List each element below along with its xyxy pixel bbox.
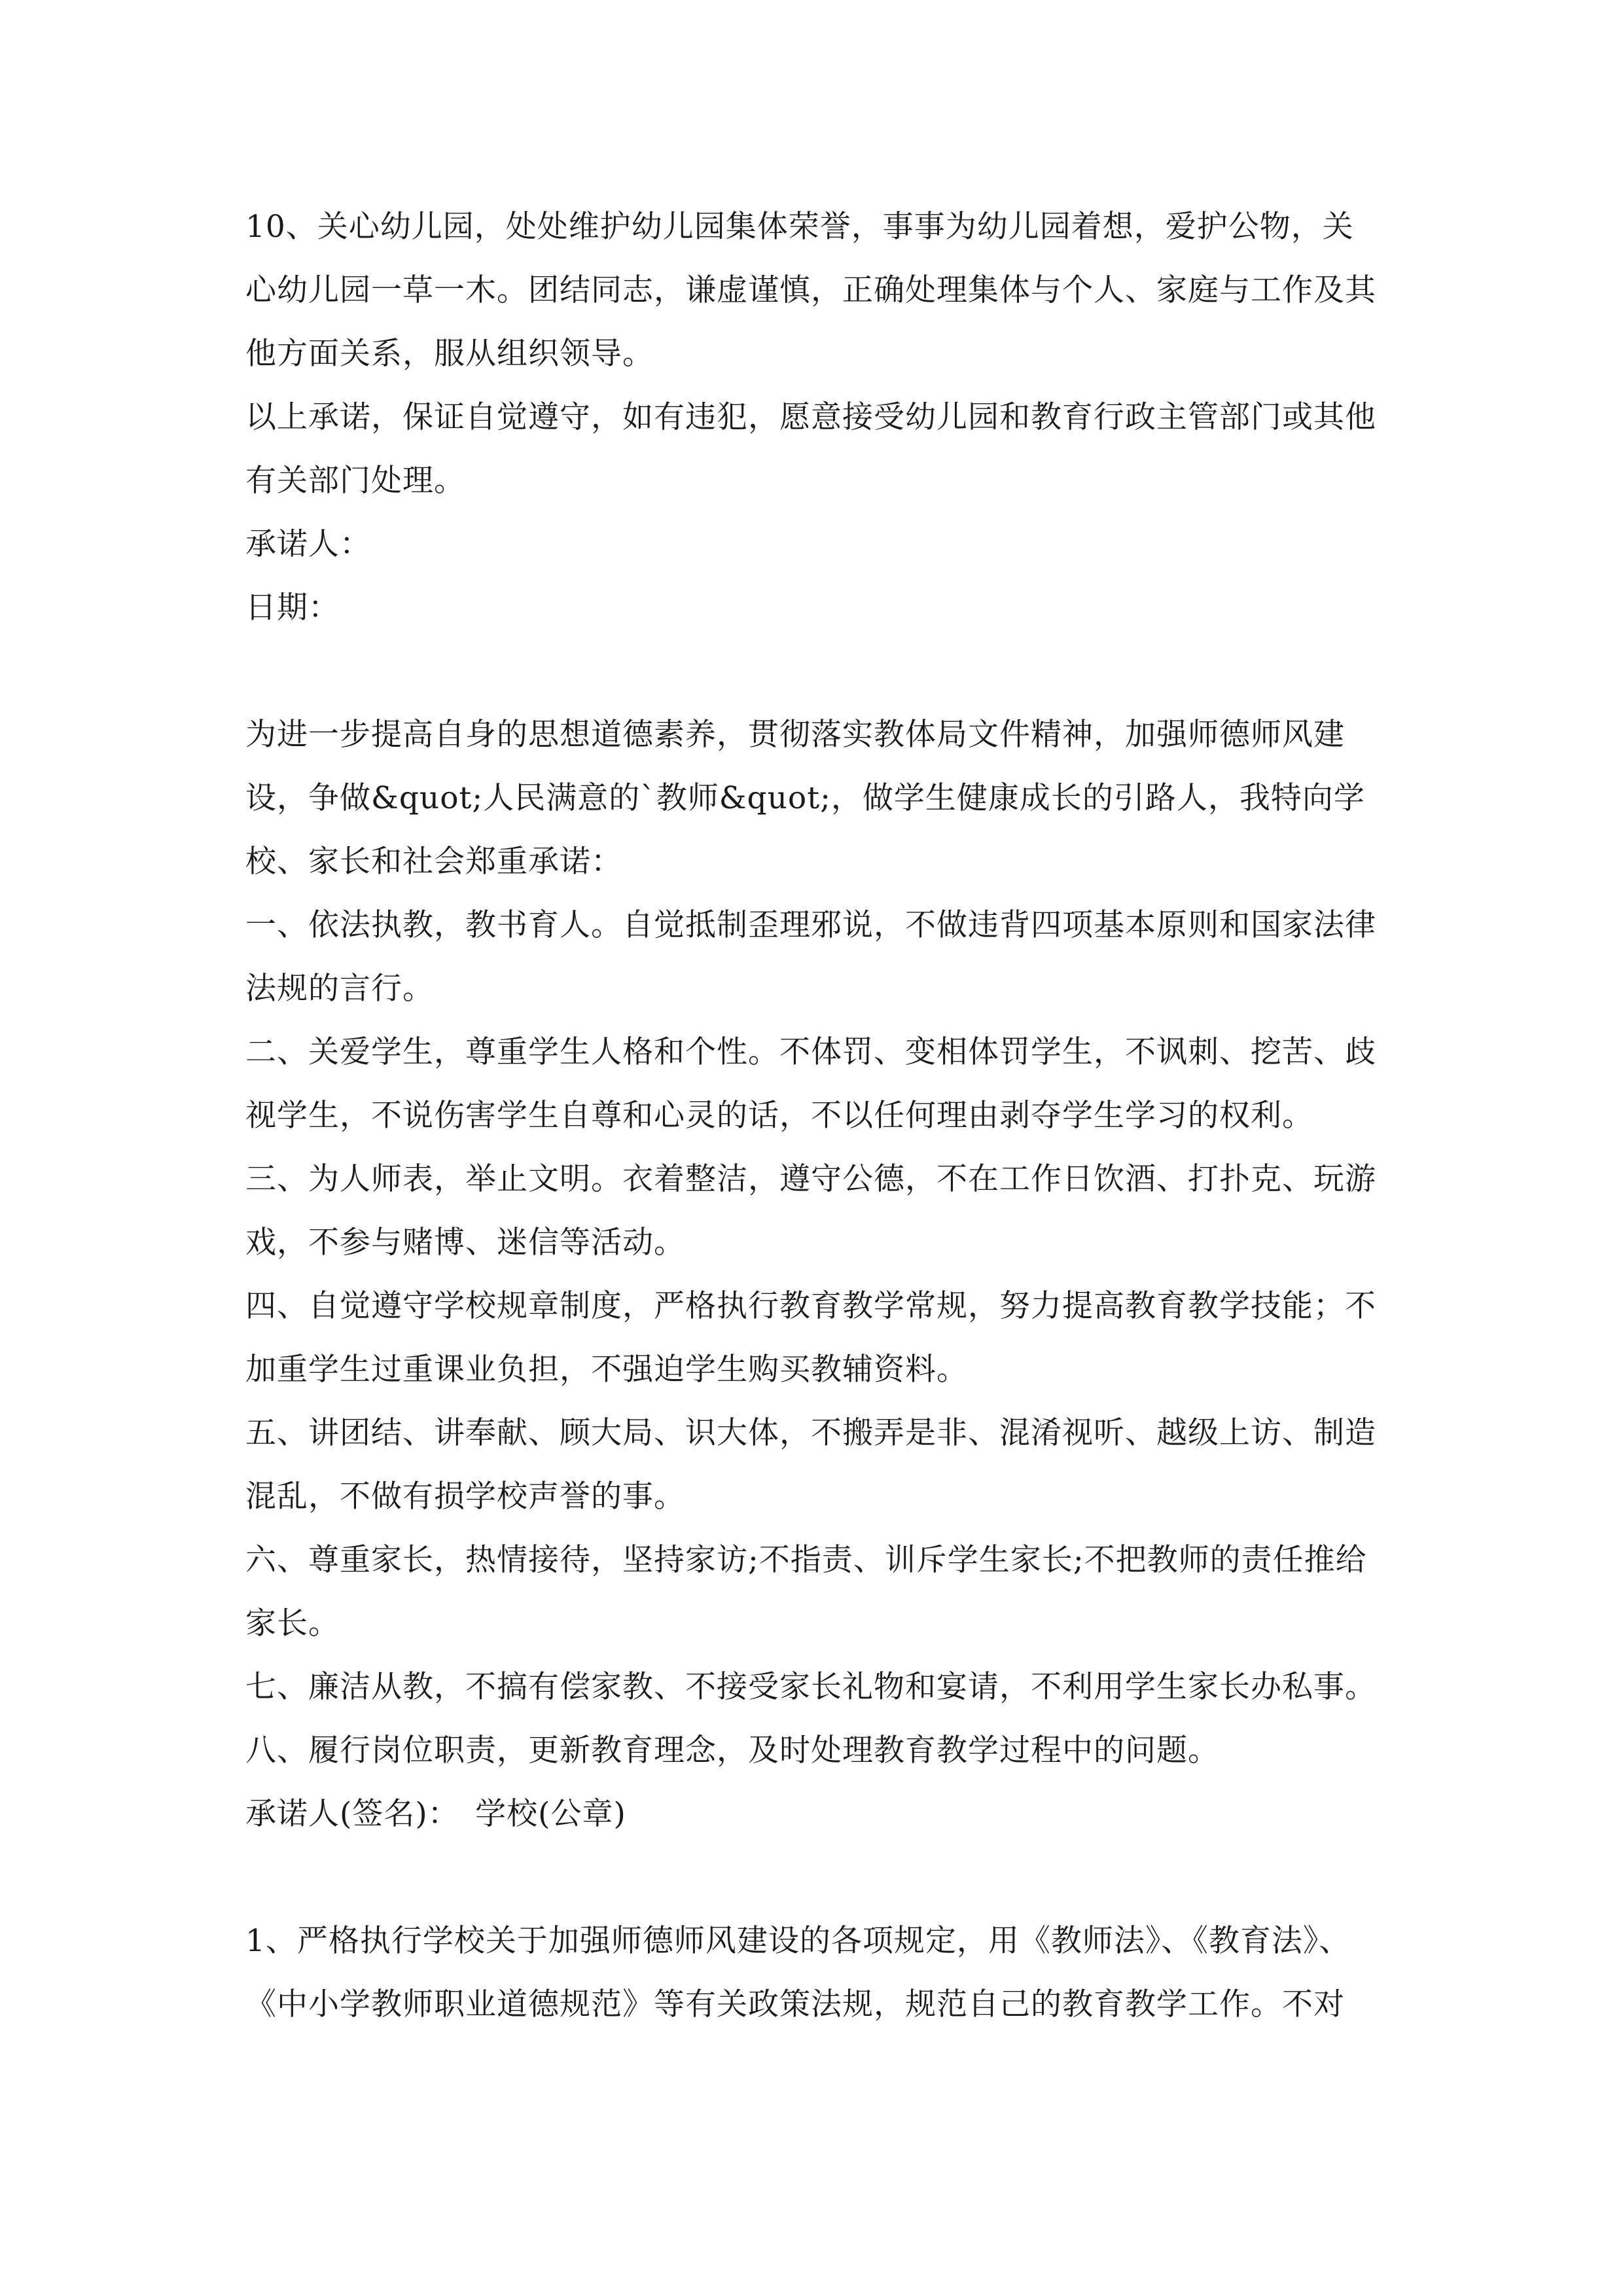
pledge-intro: 为进一步提高自身的思想道德素养，贯彻落实教体局文件精神，加强师德师风建设，争做&quot;人民满意的`教师&quot;，做学生健康成长的引路人，我特向学校、家长和社会郑重承诺： xyxy=(245,717,1365,880)
pledge-item-1: 1、严格执行学校关于加强师德师风建设的各项规定，用《教师法》、《教育法》、《中小学教师职业道德规范》等有关政策法规，规范自己的教育教学工作。不对 xyxy=(245,1923,1351,2022)
pledge-item: 四、自觉遵守学校规章制度，严格执行教育教学常规，努力提高教育教学技能；不加重学生过重课业负担，不强迫学生购买教辅资料。 xyxy=(245,1288,1376,1388)
pledge-item-10: 10、关心幼儿园，处处维护幼儿园集体荣誉，事事为幼儿园着想，爱护公物，关心幼儿园一草一木。团结同志，谦虚谨慎，正确处理集体与个人、家庭与工作及其他方面关系，服从组织领导。 xyxy=(245,209,1376,372)
signature-line: 承诺人(签名)： 学校(公章) xyxy=(245,1796,626,1832)
section-spacer xyxy=(245,639,1384,703)
pledge-item: 二、关爱学生，尊重学生人格和个性。不体罚、变相体罚学生，不讽刺、挖苦、歧视学生，不说伤害学生自尊和心灵的话，不以任何理由剥夺学生学习的权利。 xyxy=(245,1034,1376,1134)
promisor-line: 承诺人： xyxy=(245,526,371,562)
document-body xyxy=(245,195,1384,2036)
section-spacer xyxy=(245,1846,1384,1909)
pledge-closing: 以上承诺，保证自觉遵守，如有违犯，愿意接受幼儿园和教育行政主管部门或其他有关部门处理。 xyxy=(245,399,1376,499)
pledge-item: 六、尊重家长，热情接待，坚持家访;不指责、训斥学生家长;不把教师的责任推给家长。 xyxy=(245,1542,1367,1641)
date-line: 日期： xyxy=(245,590,340,626)
pledge-item: 三、为人师表，举止文明。衣着整洁，遵守公德，不在工作日饮酒、打扑克、玩游戏，不参与赌博、迷信等活动。 xyxy=(245,1161,1376,1261)
pledge-item: 七、廉洁从教，不搞有偿家教、不接受家长礼物和宴请，不利用学生家长办私事。 xyxy=(245,1669,1376,1705)
pledge-item: 一、依法执教，教书育人。自觉抵制歪理邪说，不做违背四项基本原则和国家法律法规的言行。 xyxy=(245,907,1376,1007)
pledge-item: 五、讲团结、讲奉献、顾大局、识大体，不搬弄是非、混淆视听、越级上访、制造混乱，不做有损学校声誉的事。 xyxy=(245,1415,1376,1515)
pledge-item: 八、履行岗位职责，更新教育理念，及时处理教育教学过程中的问题。 xyxy=(245,1732,1219,1768)
